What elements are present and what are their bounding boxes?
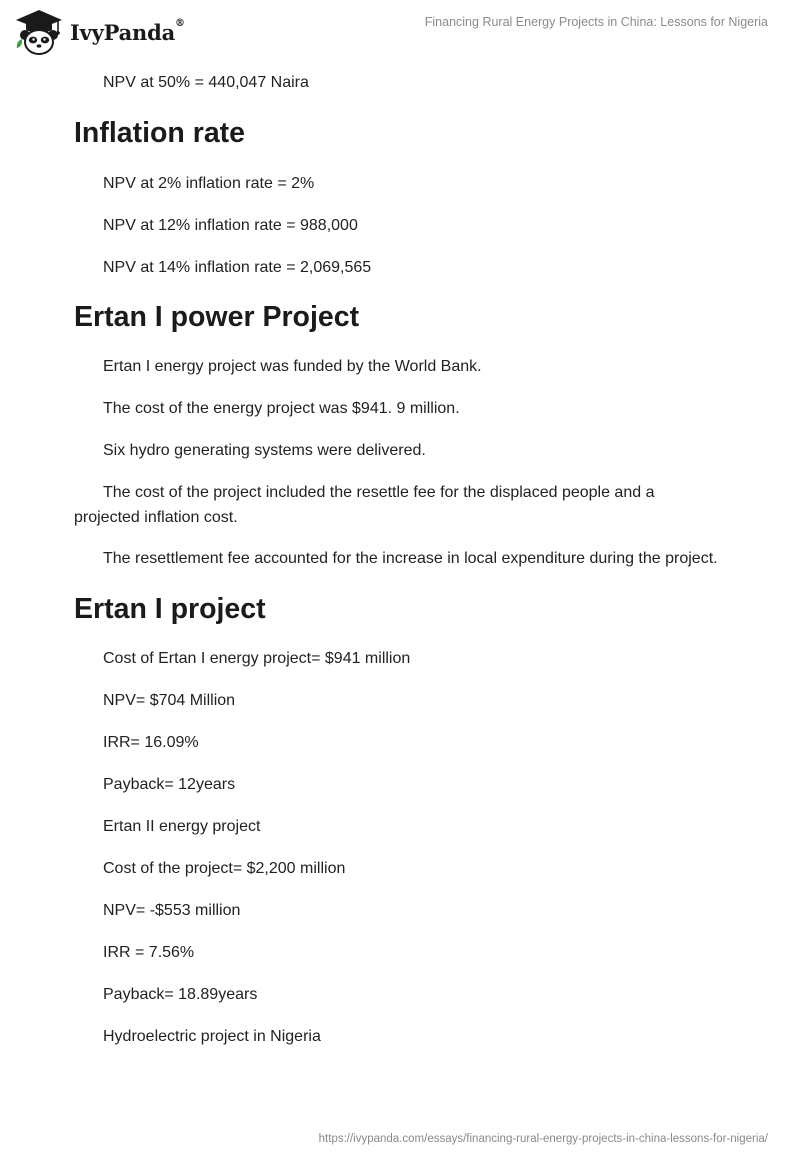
paragraph: NPV at 2% inflation rate = 2%	[103, 175, 315, 192]
document-body	[74, 70, 724, 1049]
ivypanda-logo[interactable]	[14, 8, 185, 56]
paragraph: Ertan II energy project	[103, 818, 261, 835]
paragraph: NPV at 14% inflation rate = 2,069,565	[103, 259, 372, 276]
heading-inflation-rate: Inflation rate	[74, 117, 246, 149]
page-header	[0, 0, 800, 64]
paragraph: IRR = 7.56%	[103, 944, 195, 961]
document-title: Financing Rural Energy Projects in China: Lessons for Nigeria	[424, 15, 768, 29]
paragraph: NPV= -$553 million	[103, 902, 241, 919]
paragraph: The resettlement fee accounted for the increase in local expenditure during the project.	[103, 550, 718, 567]
paragraph: The cost of the energy project was $941. 9 million.	[103, 400, 460, 417]
heading-ertan-project: Ertan I project	[74, 593, 266, 625]
paragraph: Cost of Ertan I energy project= $941 million	[103, 650, 411, 667]
paragraph: The cost of the project included the resettle fee for the displaced people and a projected inflation cost.	[74, 484, 655, 526]
paragraph: Payback= 18.89years	[103, 986, 258, 1003]
paragraph: NPV= $704 Million	[103, 692, 236, 709]
panda-graduate-icon	[14, 8, 64, 56]
paragraph: Hydroelectric project in Nigeria	[103, 1028, 321, 1045]
paragraph: Payback= 12years	[103, 776, 236, 793]
paragraph: IRR= 16.09%	[103, 734, 199, 751]
heading-ertan-power-project: Ertan I power Project	[74, 301, 360, 333]
paragraph: Cost of the project= $2,200 million	[103, 860, 346, 877]
paragraph: Ertan I energy project was funded by the World Bank.	[103, 358, 482, 375]
paragraph: NPV at 50% = 440,047 Naira	[103, 74, 309, 91]
brand-name: IvyPanda®	[70, 17, 185, 45]
source-url[interactable]: https://ivypanda.com/essays/financing-rural-energy-projects-in-china-lessons-for-nigeria/	[318, 1133, 768, 1145]
paragraph: NPV at 12% inflation rate = 988,000	[103, 217, 358, 234]
paragraph: Six hydro generating systems were delivered.	[103, 442, 426, 459]
registered-mark: ®	[175, 17, 185, 29]
